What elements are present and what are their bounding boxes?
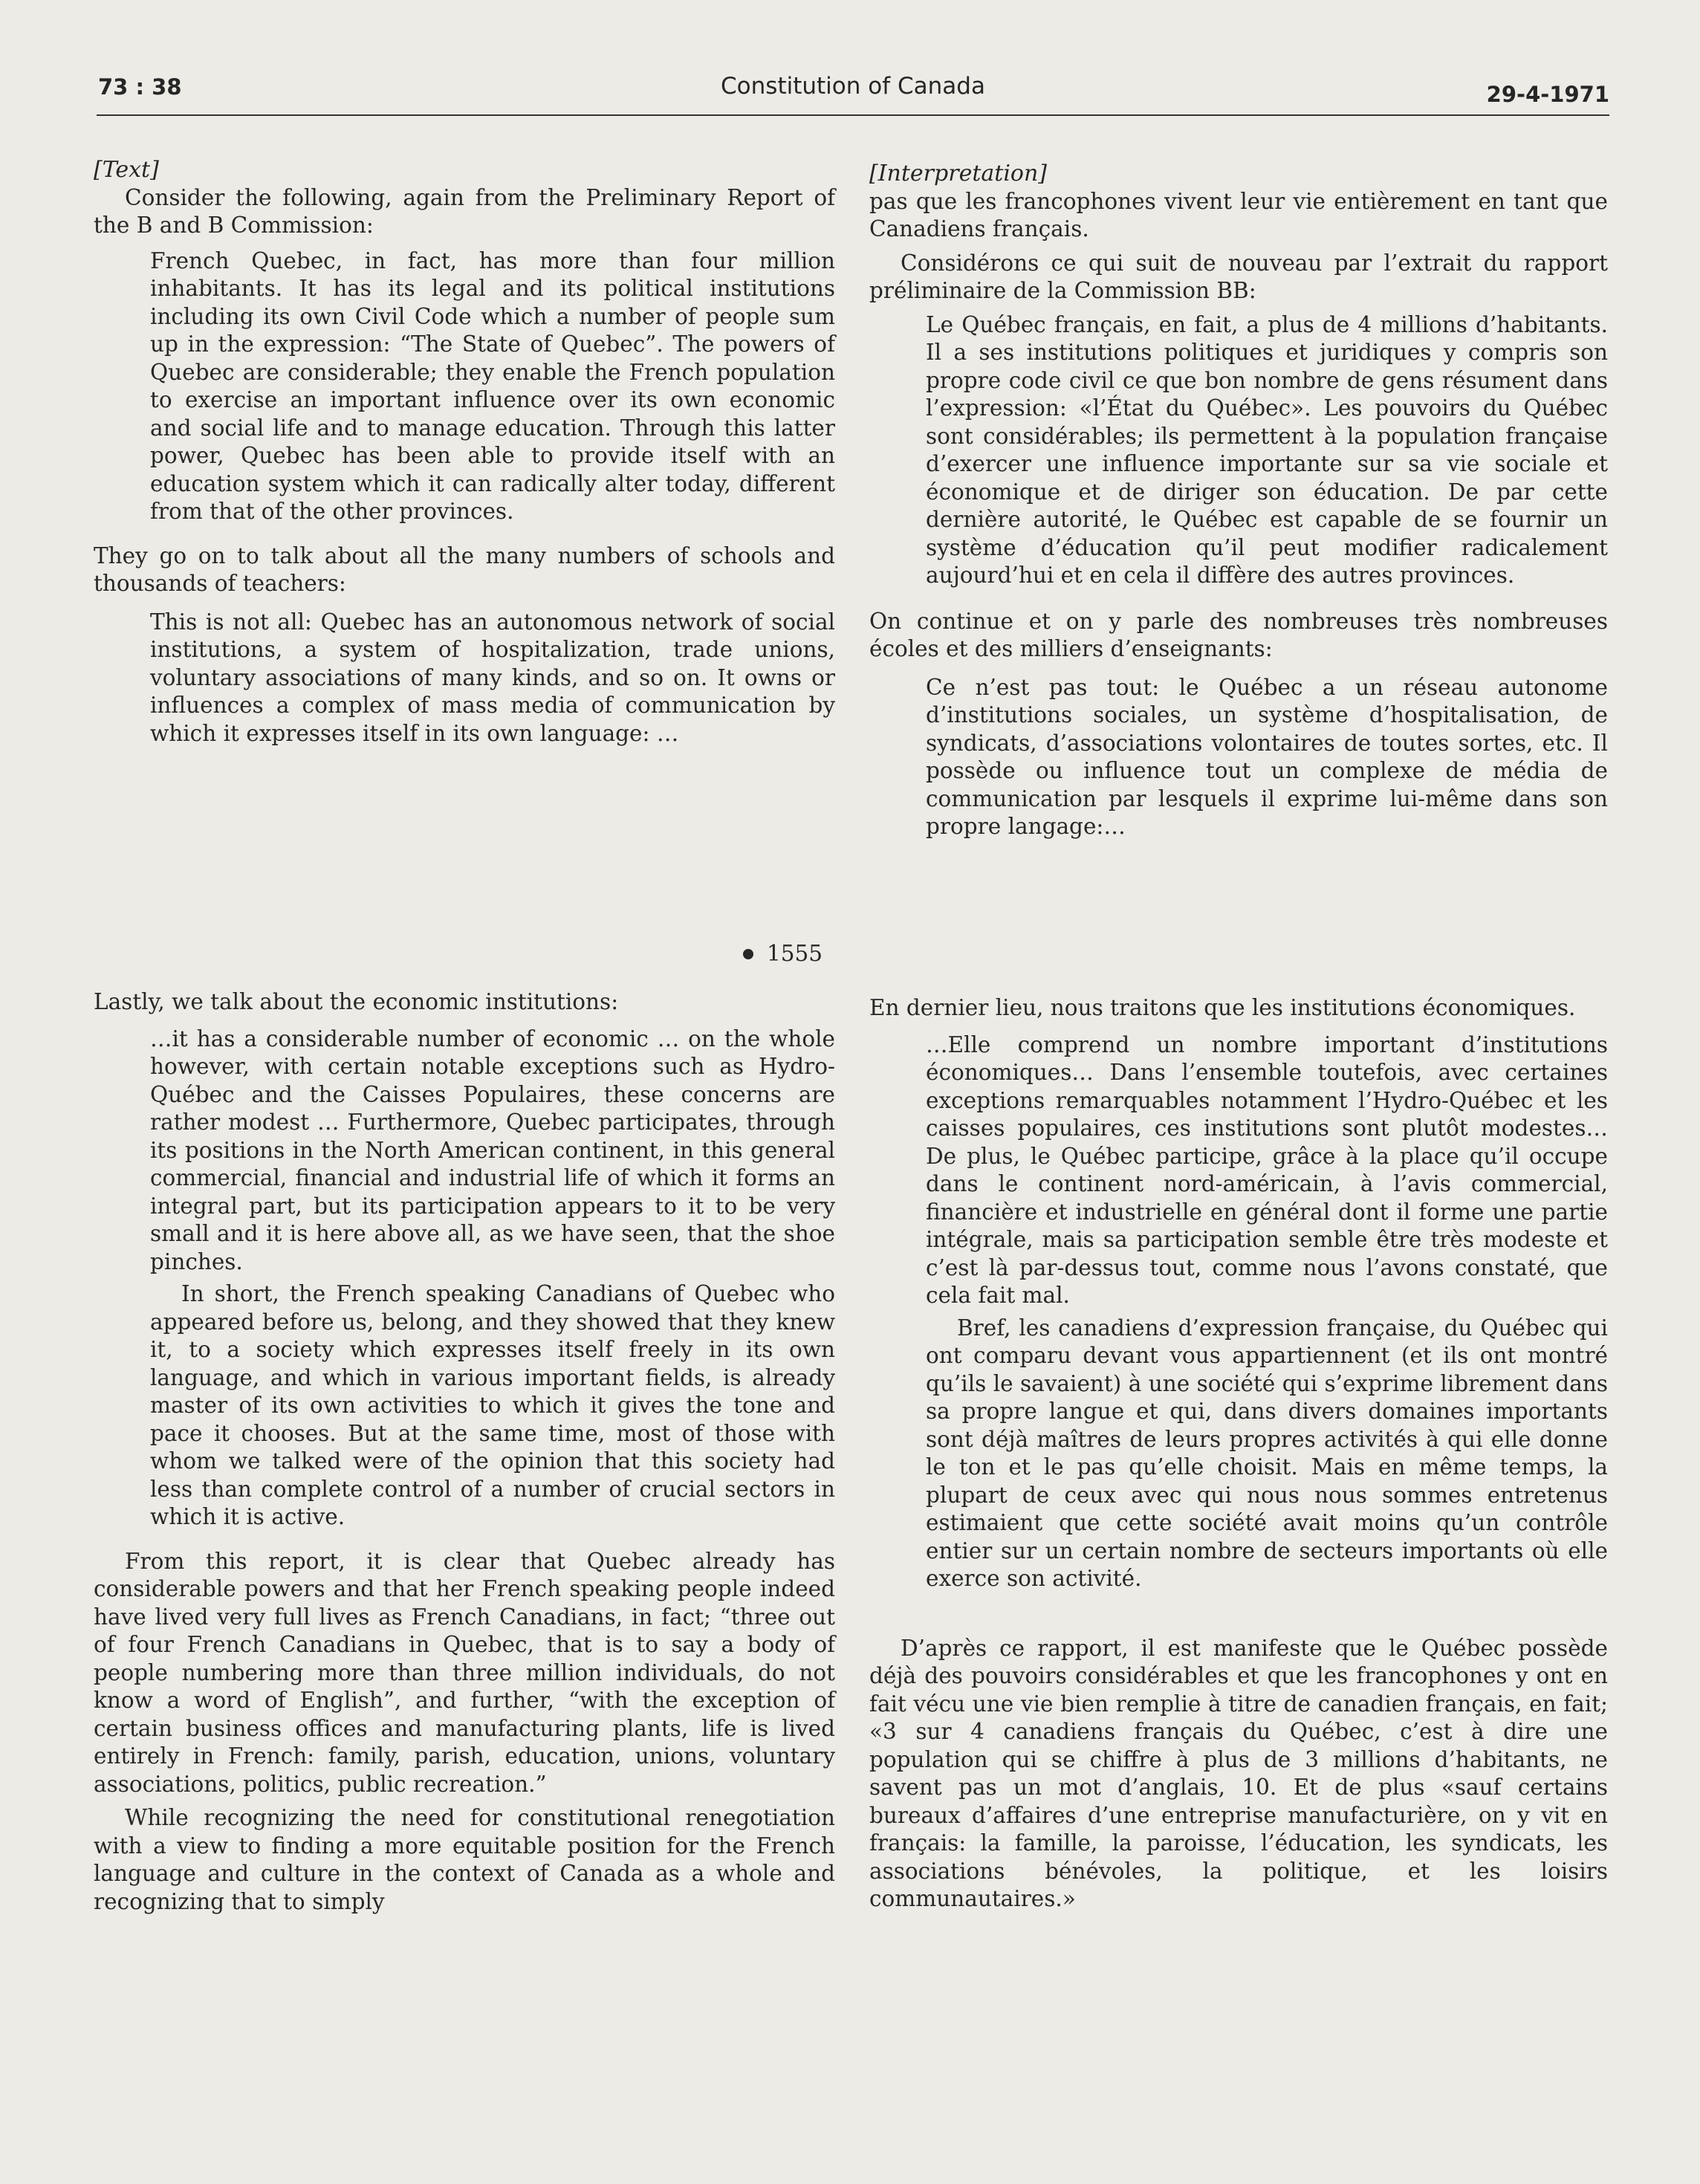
block-quote: Bref, les canadiens d’expression française, du Québec qui ont comparu devant vous appartiennent (et ils ont montré qu’ils le savaient) à une société qui s’exprime librement dans sa propre langue et qui, dans divers domaines importants sont déjà maîtres de leurs propres activités à qui elle donne le ton et le pas qu’elle choisit. Mais en même temps, la plupart de ceux avec qui nous nous sommes entretenus estimaient que cette société avait moins qu’un contrôle entier sur un certain nombre de secteurs importants où elle exerce son activité. [926, 1315, 1608, 1591]
text-label: [Text] [94, 157, 159, 183]
french-column-bottom [869, 994, 1608, 1914]
publication-title: Constitution of Canada [721, 73, 985, 100]
block-quote: …it has a considerable number of economic … on the whole however, with certain notable exceptions such as Hydro-Québec and the Caisses Populaires, these concerns are rather modest … Furthermore, Quebec participates, through its positions in the North American continent, in this general commercial, financial and industrial life of which it forms an integral part, but its participation appears to it to be very small and it is here above all, as we have seen, that the shoe pinches. [150, 1025, 835, 1274]
interpretation-label: [Interpretation] [869, 161, 1048, 187]
block-quote: In short, the French speaking Canadians of Quebec who appeared before us, belong, and they showed that they knew it, to a society which expresses itself freely in its own language, and which in various important fields, is already master of its own activities to which it gives the tone and pace it chooses. But at the same time, most of those with whom we talked were of the opinion that this society had less than complete control of a number of crucial sectors in which it is active. [150, 1281, 835, 1529]
block-quote: This is not all: Quebec has an autonomous network of social institutions, a system of hospitalization, trade unions, voluntary associations of many kinds, and so on. It owns or influences a complex of mass media of communication by which it expresses itself in its own language: … [150, 609, 835, 746]
paragraph: D’après ce rapport, il est manifeste que le Québec possède déjà des pouvoirs considérables et que les francophones y ont en fait vécu une vie bien remplie à titre de canadien français, en fait; «3 sur 4 canadiens français du Québec, c’est à dire une population qui se chiffre à plus de 3 millions d’habitants, ne savent pas un mot d’anglais, 10. Et de plus «sauf certains bureaux d’affaires d’une entreprise manufacturière, on y vit en français: la famille, la paroisse, l’éducation, les syndicats, les associations bénévoles, la politique, et les loisirs communautaires.» [869, 1635, 1608, 1911]
paragraph: They go on to talk about all the many numbers of schools and thousands of teachers: [94, 542, 835, 596]
block-quote: French Quebec, in fact, has more than four million inhabitants. It has its legal and its political institutions including its own Civil Code which a number of people sum up in the expression: “The State of Quebec”. The powers of Quebec are considerable; they enable the French population to exercise an important influence over its own economic and social life and to manage education. Through this latter power, Quebec has been able to provide itself with an education system which it can radically alter today, different from that of the other provinces. [150, 247, 835, 524]
english-column-bottom [94, 988, 835, 1916]
paragraph: En dernier lieu, nous traitons que les institutions économiques. [869, 995, 1576, 1020]
block-quote: Ce n’est pas tout: le Québec a un réseau autonome d’institutions sociales, un système d’hospitalisation, de syndicats, d’associations volontaires de toutes sortes, etc. Il possède ou influence tout un complexe de média de communication par lesquels il exprime lui-même dans son propre langage:… [926, 674, 1608, 839]
paragraph: pas que les francophones vivent leur vie entièrement en tant que Canadiens français. [869, 188, 1608, 242]
block-quote: Le Québec français, en fait, a plus de 4 millions d’habitants. Il a ses institutions politiques et juridiques y compris son propre code civil ce que bon nombre de gens résument dans l’expression: «l’État du Québec». Les pouvoirs du Québec sont considérables; ils permettent à la population française d’exercer une influence importante sur sa vie sociale et économique et de diriger son éducation. De par cette dernière autorité, le Québec est capable de se fournir un système d’éducation qu’il peut modifier radicalement aujourd’hui et en cela il diffère des autres provinces. [926, 311, 1608, 588]
block-quote: …Elle comprend un nombre important d’institutions économiques… Dans l’ensemble toutefois, avec certaines exceptions remarquables notamment l’Hydro-Québec et les caisses populaires, ces institutions sont plutôt modestes… De plus, le Québec participe, grâce à la place qu’il occupe dans le continent nord-américain, à l’avis commercial, financière et industrielle en général dont il forme une partie intégrale, mais sa participation semble être très modeste et c’est là par-dessus tout, comme nous l’avons constaté, que cela fait mal. [926, 1031, 1608, 1308]
time-marker-value: 1555 [767, 941, 823, 966]
french-column-top [869, 160, 1608, 841]
paragraph: Lastly, we talk about the economic institutions: [94, 989, 619, 1014]
sitting-date: 29-4-1971 [1486, 82, 1609, 107]
paragraph: While recognizing the need for constitutional renegotiation with a view to finding a more equitable position for the French language and culture in the context of Canada as a whole and recognizing that to simply [94, 1805, 835, 1914]
running-header [97, 71, 1609, 116]
paragraph: From this report, it is clear that Quebec already has considerable powers and that her French speaking people indeed have lived very full lives as French Canadians, in fact; “three out of four French Canadians in Quebec, that is to say a body of people numbering more than three million individuals, do not know a word of English”, and further, “with the exception of certain business offices and manufacturing plants, life is lived entirely in French: family, parish, education, unions, voluntary associations, politics, public recreation.” [94, 1548, 835, 1797]
paragraph: Consider the following, again from the Preliminary Report of the B and B Commission: [94, 184, 835, 238]
bullet-icon [743, 949, 753, 959]
paragraph: On continue et on y parle des nombreuses très nombreuses écoles et des milliers d’enseignants: [869, 608, 1608, 661]
english-column-top [94, 156, 835, 748]
paragraph: Considérons ce qui suit de nouveau par l’extrait du rapport préliminaire de la Commission BB: [869, 250, 1608, 303]
time-marker [743, 941, 823, 966]
page-number: 73 : 38 [98, 74, 182, 100]
